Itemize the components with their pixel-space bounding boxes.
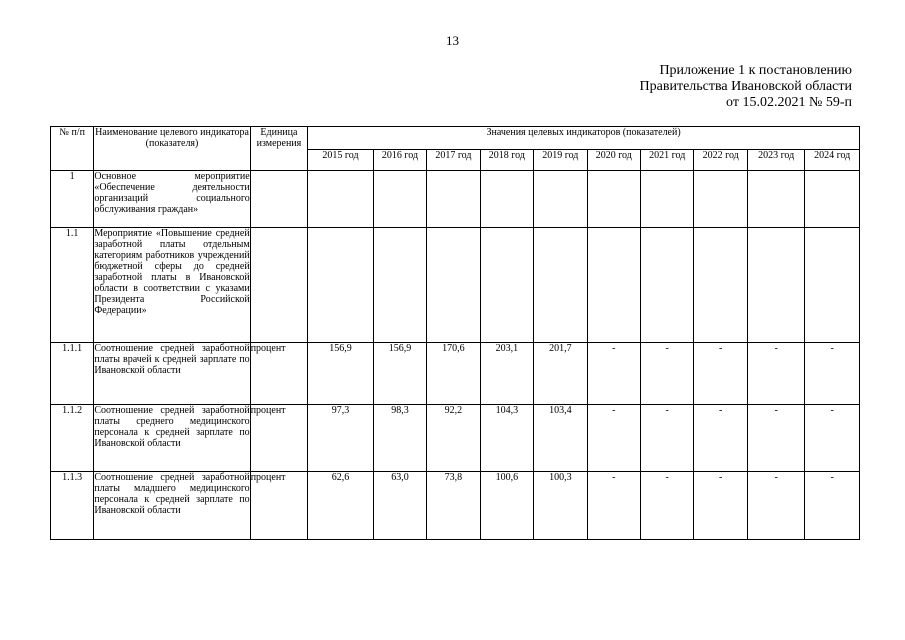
value-cell xyxy=(480,171,533,228)
appendix-reference xyxy=(640,63,852,111)
row-number: 1.1.1 xyxy=(51,343,94,405)
appendix-line-1: Приложение 1 к постановлению xyxy=(659,63,852,78)
unit-cell: процент xyxy=(250,405,307,472)
table-row xyxy=(51,405,860,472)
indicator-name: Мероприятие «Повышение средней заработной платы отдельным категориям работников учреждений бюджетной сферы до средней заработной платы в Ивановской области в соответствии с указами Президента Российской Федерации» xyxy=(94,228,250,343)
header-year: 2018 год xyxy=(480,150,533,171)
value-cell xyxy=(747,228,804,343)
value-cell: - xyxy=(805,405,860,472)
unit-cell: процент xyxy=(250,343,307,405)
value-cell: - xyxy=(747,472,804,540)
row-number: 1.1.3 xyxy=(51,472,94,540)
header-year: 2021 год xyxy=(641,150,694,171)
value-cell: - xyxy=(805,343,860,405)
value-cell: - xyxy=(694,343,747,405)
value-cell: 156,9 xyxy=(308,343,374,405)
value-cell xyxy=(373,171,426,228)
value-cell: - xyxy=(587,472,640,540)
header-year: 2019 год xyxy=(534,150,587,171)
value-cell xyxy=(747,171,804,228)
value-cell: - xyxy=(747,405,804,472)
value-cell: 103,4 xyxy=(534,405,587,472)
page-number: 13 xyxy=(446,33,459,48)
value-cell xyxy=(694,171,747,228)
value-cell: 73,8 xyxy=(427,472,480,540)
value-cell: - xyxy=(587,405,640,472)
value-cell: 203,1 xyxy=(480,343,533,405)
value-cell: - xyxy=(587,343,640,405)
table-row xyxy=(51,228,860,343)
indicator-name: Основное мероприятие «Обеспечение деятельности организаций социального обслуживания граждан» xyxy=(94,171,250,228)
unit-cell xyxy=(250,228,307,343)
header-year: 2022 год xyxy=(694,150,747,171)
row-number: 1.1.2 xyxy=(51,405,94,472)
value-cell: - xyxy=(805,472,860,540)
value-cell xyxy=(534,228,587,343)
table-row xyxy=(51,472,860,540)
value-cell: - xyxy=(641,343,694,405)
value-cell: 201,7 xyxy=(534,343,587,405)
value-cell xyxy=(805,171,860,228)
indicator-name: Соотношение средней заработной платы младшего медицинского персонала к средней зарплате по Ивановской области xyxy=(94,472,250,540)
value-cell xyxy=(308,228,374,343)
value-cell: 97,3 xyxy=(308,405,374,472)
value-cell: - xyxy=(641,472,694,540)
value-cell: 63,0 xyxy=(373,472,426,540)
value-cell xyxy=(427,228,480,343)
header-year: 2024 год xyxy=(805,150,860,171)
value-cell xyxy=(587,171,640,228)
value-cell xyxy=(534,171,587,228)
row-number: 1.1 xyxy=(51,228,94,343)
value-cell xyxy=(373,228,426,343)
indicators-table xyxy=(50,126,860,540)
header-num: № п/п xyxy=(51,127,94,171)
table-row xyxy=(51,343,860,405)
value-cell: 100,3 xyxy=(534,472,587,540)
value-cell xyxy=(805,228,860,343)
value-cell: 104,3 xyxy=(480,405,533,472)
table-row xyxy=(51,171,860,228)
value-cell: 62,6 xyxy=(308,472,374,540)
value-cell: - xyxy=(694,472,747,540)
header-year: 2017 год xyxy=(427,150,480,171)
header-unit: Единица измерения xyxy=(250,127,307,171)
value-cell: 98,3 xyxy=(373,405,426,472)
value-cell: 92,2 xyxy=(427,405,480,472)
value-cell: - xyxy=(694,405,747,472)
value-cell: 170,6 xyxy=(427,343,480,405)
value-cell: - xyxy=(641,405,694,472)
unit-cell xyxy=(250,171,307,228)
header-year: 2023 год xyxy=(747,150,804,171)
header-name: Наименование целевого индикатора (показателя) xyxy=(94,127,250,171)
value-cell xyxy=(641,228,694,343)
indicator-name: Соотношение средней заработной платы среднего медицинского персонала к средней зарплате по Ивановской области xyxy=(94,405,250,472)
value-cell xyxy=(587,228,640,343)
value-cell xyxy=(480,228,533,343)
indicator-name: Соотношение средней заработной платы врачей к средней зарплате по Ивановской области xyxy=(94,343,250,405)
value-cell xyxy=(694,228,747,343)
appendix-line-2: Правительства Ивановской области xyxy=(639,79,852,94)
row-number: 1 xyxy=(51,171,94,228)
appendix-line-3: от 15.02.2021 № 59-п xyxy=(726,95,852,110)
value-cell: 156,9 xyxy=(373,343,426,405)
value-cell xyxy=(641,171,694,228)
value-cell: 100,6 xyxy=(480,472,533,540)
value-cell xyxy=(308,171,374,228)
header-values: Значения целевых индикаторов (показателей) xyxy=(308,127,860,150)
header-year: 2015 год xyxy=(308,150,374,171)
unit-cell: процент xyxy=(250,472,307,540)
value-cell: - xyxy=(747,343,804,405)
value-cell xyxy=(427,171,480,228)
header-year: 2016 год xyxy=(373,150,426,171)
header-year: 2020 год xyxy=(587,150,640,171)
